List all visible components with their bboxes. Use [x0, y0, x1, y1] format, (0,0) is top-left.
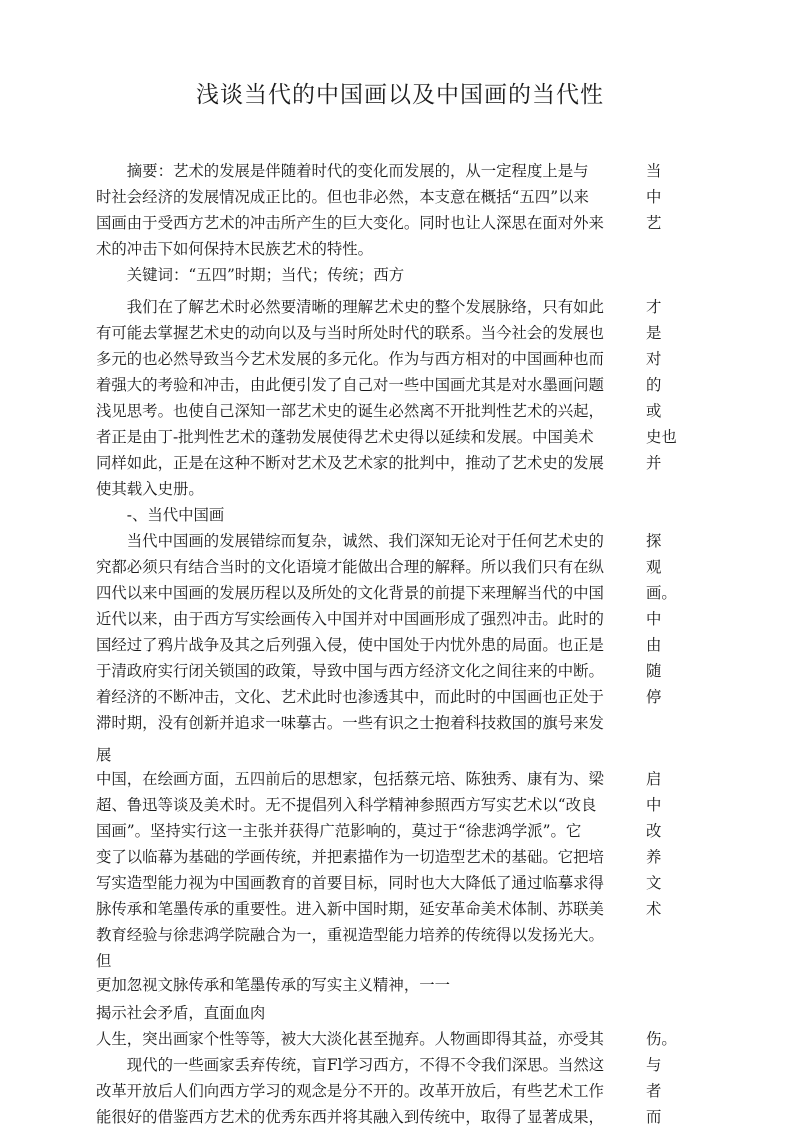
- paragraph-line: 国画由于受西方艺术的冲击所产生的巨大变化。同时也让人深思在面对外来: [96, 214, 604, 232]
- margin-text: 观: [646, 558, 662, 576]
- margin-text: 者: [646, 1082, 662, 1100]
- margin-text: 养: [646, 848, 662, 866]
- margin-text: 文: [646, 874, 662, 892]
- paragraph-line: 关键词：“五四”时期；当代；传统；西方: [96, 266, 405, 284]
- paragraph-line: 着经济的不断冲击，文化、艺术此时也渗透其中，而此时的中国画也正处于: [96, 688, 604, 706]
- margin-text: 画。: [646, 584, 677, 602]
- paragraph-line: 究都必须只有结合当时的文化语境才能做出合理的解释。所以我们只有在纵: [96, 558, 604, 576]
- paragraph-line: 滞时期，没有创新并追求一味摹古。一些有识之士抱着科技救国的旗号来发: [96, 714, 604, 732]
- paragraph-line: 超、鲁迅等谈及美术时。无不提倡列入科学精神参照西方写实艺术以“改良: [96, 796, 597, 814]
- margin-text: 术: [646, 900, 662, 918]
- margin-text: 艺: [646, 214, 662, 232]
- paragraph-line: 脉传承和笔墨传承的重要性。进入新中国时期，延安革命美术体制、苏联美: [96, 900, 604, 918]
- margin-text: 伤。: [646, 1030, 677, 1048]
- paragraph-line: 多元的也必然导致当今艺术发展的多元化。作为与西方相对的中国画种也而: [96, 350, 604, 368]
- margin-text: 是: [646, 324, 662, 342]
- paragraph-line: 者正是由丁-批判性艺术的蓬勃发展使得艺术史得以延续和发展。中国美术: [96, 428, 594, 446]
- paragraph-line: -、当代中国画: [96, 506, 225, 524]
- paragraph-line: 近代以来，由于西方写实绘画传入中国并对中国画形成了强烈冲击。此时的: [96, 610, 604, 628]
- paragraph-line: 于清政府实行闭关锁国的政策，导致中国与西方经济文化之间往来的中断。: [96, 662, 604, 680]
- margin-text: 对: [646, 350, 662, 368]
- paragraph-line: 时社会经济的发展情况成正比的。但也非必然，本支意在概括“五四”以来: [96, 188, 589, 206]
- paragraph-line: 国画”。坚持实行这一主张并获得广范影响的，莫过于“徐悲鸿学派”。它: [96, 822, 582, 840]
- margin-text: 改: [646, 822, 662, 840]
- paragraph-line: 摘要：艺术的发展是伴随着时代的变化而发展的，从一定程度上是与: [96, 162, 589, 180]
- margin-text: 探: [646, 532, 662, 550]
- margin-text: 才: [646, 298, 662, 316]
- paragraph-line: 中国，在绘画方面，五四前后的思想家，包括蔡元培、陈独秀、康有为、梁: [96, 770, 604, 788]
- document-title: 浅谈当代的中国画以及中国画的当代性: [196, 82, 604, 108]
- paragraph-line: 有可能去掌握艺术史的动向以及与当时所处时代的联系。当今社会的发展也: [96, 324, 604, 342]
- margin-text: 中: [646, 796, 662, 814]
- paragraph-line: 国经过了鸦片战争及其之后列强入侵，使中国处于内忧外患的局面。也正是: [96, 636, 604, 654]
- paragraph-line: 教育经验与徐悲鸿学院融合为一，重视造型能力培养的传统得以发扬光大。: [96, 926, 604, 944]
- margin-text: 中: [646, 188, 662, 206]
- paragraph-line: 能很好的借鉴西方艺术的优秀东西并将其融入到传统中，取得了显著成果，: [96, 1108, 604, 1126]
- margin-text: 随: [646, 662, 662, 680]
- margin-text: 史也: [646, 428, 677, 446]
- margin-text: 由: [646, 636, 662, 654]
- paragraph-line: 更加忽视文脉传承和笔墨传承的写实主义精神，一一: [96, 976, 450, 994]
- margin-text: 或: [646, 402, 662, 420]
- margin-text: 的: [646, 376, 662, 394]
- paragraph-line: 现代的一些画家丢弃传统，盲Fl学习西方，不得不令我们深思。当然这: [96, 1056, 605, 1074]
- paragraph-line: 四代以来中国画的发展历程以及所处的文化背景的前提下来理解当代的中国: [96, 584, 604, 602]
- paragraph-line: 浅见思考。也使自己深知一部艺术史的诞生必然离不开批判性艺术的兴起，: [96, 402, 604, 420]
- margin-text: 而: [646, 1108, 662, 1126]
- paragraph-line: 同样如此，正是在这种不断对艺术及艺术家的批判中，推动了艺术史的发展: [96, 454, 604, 472]
- margin-text: 与: [646, 1056, 662, 1074]
- margin-text: 当: [646, 162, 662, 180]
- paragraph-line: 着强大的考验和冲击，由此便引发了自己对一些中国画尤其是对水墨画问题: [96, 376, 604, 394]
- paragraph-line: 写实造型能力视为中国画教育的首要目标，同时也大大降低了通过临摹求得: [96, 874, 604, 892]
- paragraph-line: 使其载入史册。: [96, 480, 204, 498]
- margin-text: 中: [646, 610, 662, 628]
- paragraph-line: 揭示社会矛盾，直面血肉: [96, 1004, 266, 1022]
- paragraph-line: 改革开放后人们向西方学习的观念是分不开的。改革开放后，有些艺术工作: [96, 1082, 604, 1100]
- paragraph-line: 展: [96, 746, 112, 764]
- margin-text: 并: [646, 454, 662, 472]
- paragraph-line: 变了以临幕为基础的学画传统，并把素描作为一切造型艺术的基础。它把培: [96, 848, 604, 866]
- margin-text: 停: [646, 688, 662, 706]
- margin-text: 启: [646, 770, 662, 788]
- paragraph-line: 术的冲击下如何保持木民族艺术的特性。: [96, 240, 374, 258]
- paragraph-line: 人生，突出画家个性等等，被大大淡化甚至抛弃。人物画即得其益，亦受其: [96, 1030, 604, 1048]
- paragraph-line: 我们在了解艺术时必然要清晰的理解艺术史的整个发展脉络，只有如此: [96, 298, 604, 316]
- paragraph-line: 但: [96, 952, 112, 970]
- paragraph-line: 当代中国画的发展错综而复杂，诚然、我们深知无论对于任何艺术史的: [96, 532, 604, 550]
